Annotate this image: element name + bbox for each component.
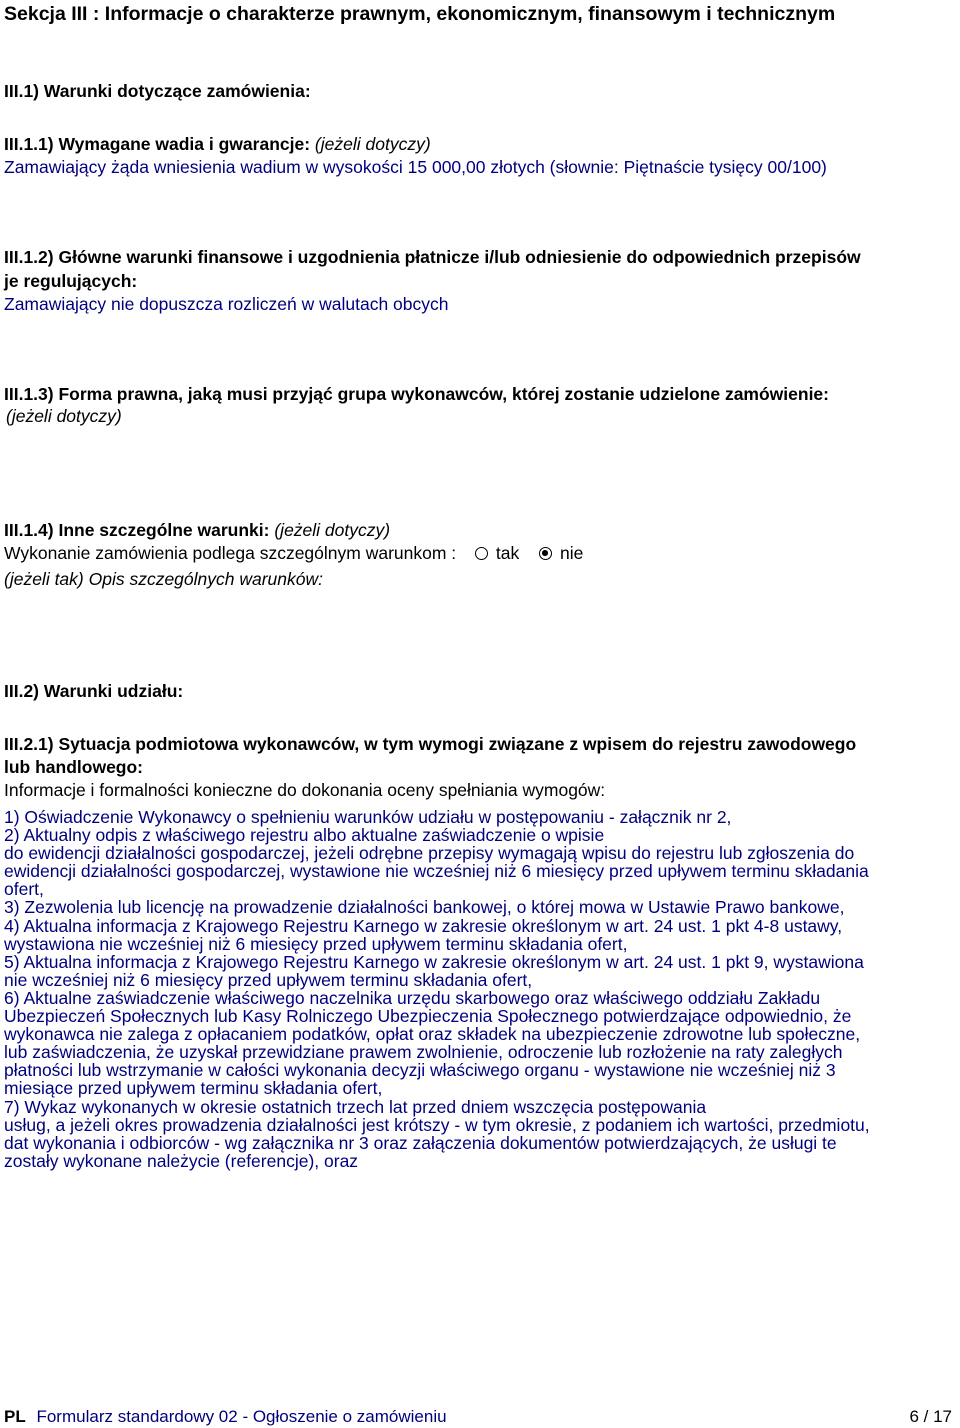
requirements-intro: Informacje i formalności konieczne do dokonania oceny spełniania wymogów: (4, 780, 606, 800)
requirements-line: 1) Oświadczenie Wykonawcy o spełnieniu warunków udziału w postępowaniu - załącznik nr 2, (4, 807, 732, 827)
requirements-line: usług, a jeżeli okres prowadzenia działalności jest krótszy - w tym okresie, z podaniem ich wartości, przedmiotu, (4, 1114, 870, 1135)
requirements-line: nie wcześniej niż 6 miesięcy przed upływem terminu składania ofert, (4, 969, 533, 990)
footer-form-name: Formularz standardowy 02 - Ogłoszenie o zamówieniu (36, 1407, 447, 1426)
requirements-line: 3) Zezwolenia lub licencję na prowadzenie działalności bankowej, o której mowa w Ustawie Prawo bankowe, (4, 897, 845, 918)
requirements-line: Ubezpieczeń Społecznych lub Kasy Rolniczego Ubezpieczenia Społecznego potwierdzające odpowiednio, że (4, 1006, 852, 1027)
requirements-line: wystawiona nie wcześniej niż 6 miesięcy przed upływem terminu składania ofert, (4, 933, 628, 954)
radio-tak-label: tak (495, 543, 520, 563)
requirements-line: zostały wykonane należycie (referencje), oraz (4, 1150, 359, 1171)
requirements-line: 7) Wykaz wykonanych w okresie ostatnich trzech lat przed dniem wszczęcia postępowania (4, 1096, 707, 1117)
heading-iii-1-4-optional: (jeżeli dotyczy) (274, 520, 391, 540)
requirements-line: 2) Aktualny odpis z właściwego rejestru albo aktualne zaświadczenie o wpisie (4, 825, 605, 846)
section-title: Sekcja III : Informacje o charakterze prawnym, ekonomicznym, finansowym i technicznym (4, 3, 836, 25)
requirements-line: lub zaświadczenia, że uzyskał przewidziane prawem zwolnienie, odroczenie lub rozłożenie na raty zaległych (4, 1042, 843, 1063)
requirements-line: ofert, (4, 879, 44, 900)
footer-lang: PL (4, 1407, 26, 1426)
waluty-text: Zamawiający nie dopuszcza rozliczeń w walutach obcych (4, 294, 449, 314)
heading-iii-2: III.2) Warunki udziału: (4, 681, 184, 701)
requirements-line: 6) Aktualne zaświadczenie właściwego naczelnika urzędu skarbowego oraz właściwego oddziału Zakładu (4, 987, 821, 1008)
requirements-line: dat wykonania i odbiorców - wg załącznika nr 3 oraz załączenia dokumentów potwierdzających, że usługi te (4, 1132, 837, 1153)
requirements-line: płatności lub wstrzymanie w całości wykonania decyzji właściwego organu - wystawione nie wcześniej niż 3 (4, 1060, 836, 1081)
heading-iii-1-4-label: III.1.4) Inne szczególne warunki: (4, 520, 270, 540)
heading-iii-1-1 (4, 133, 431, 155)
heading-iii-1-4 (4, 519, 390, 541)
heading-iii-2-1-line1: III.2.1) Sytuacja podmiotowa wykonawców, w tym wymogi związane z wpisem do rejestru zawodowego (4, 734, 857, 754)
requirements-line: do ewidencji działalności gospodarczej, jeżeli odrębne przepisy wymagają wpisu do rejestru lub zgłoszenia do (4, 843, 855, 864)
heading-iii-1-3-optional: (jeżeli dotyczy) (6, 406, 122, 426)
requirements-line: wykonawca nie zalega z opłacaniem podatków, opłat oraz składek na ubezpieczenie zdrowotne lub społeczne, (4, 1024, 861, 1045)
wadium-text: Zamawiający żąda wniesienia wadium w wysokości 15 000,00 złotych (słownie: Piętnaście tysięcy 00/100) (4, 157, 827, 177)
requirements-list (4, 808, 952, 1170)
requirements-line: 4) Aktualna informacja z Krajowego Rejestru Karnego w zakresie określonym w art. 24 ust. 1 pkt 4-8 ustawy, (4, 915, 843, 936)
requirements-line: 5) Aktualna informacja z Krajowego Rejestru Karnego w zakresie określonym w art. 24 ust. 1 pkt 9, wystawiona (4, 951, 864, 972)
requirements-line: miesiące przed upływem terminu składania ofert, (4, 1078, 383, 1099)
heading-iii-1-2-line2: je regulujących: (4, 271, 138, 291)
page-footer (4, 1406, 956, 1428)
footer-page-number: 6 / 17 (909, 1407, 952, 1426)
heading-iii-1-1-optional: (jeżeli dotyczy) (314, 134, 431, 154)
heading-iii-1-2-line1: III.1.2) Główne warunki finansowe i uzgodnienia płatnicze i/lub odniesienie do odpowiednich przepisów (4, 247, 861, 267)
heading-iii-1: III.1) Warunki dotyczące zamówienia: (4, 81, 311, 101)
radio-tak-icon[interactable] (475, 547, 488, 560)
heading-iii-2-1-line2: lub handlowego: (4, 757, 144, 777)
special-conditions-desc-label: (jeżeli tak) Opis szczególnych warunków: (4, 569, 324, 589)
requirements-line: ewidencji działalności gospodarczej, wystawione nie wcześniej niż 6 miesięcy przed upływem terminu składania (4, 861, 869, 882)
radio-nie-icon[interactable] (539, 547, 552, 560)
special-conditions-question: Wykonanie zamówienia podlega szczególnym warunkom : (4, 543, 457, 563)
heading-iii-1-1-label: III.1.1) Wymagane wadia i gwarancje: (4, 134, 311, 154)
special-conditions-row (4, 542, 583, 564)
heading-iii-1-3: III.1.3) Forma prawna, jaką musi przyjąć grupa wykonawców, której zostanie udzielone zamówienie: (4, 384, 829, 404)
radio-nie-label: nie (560, 543, 584, 563)
